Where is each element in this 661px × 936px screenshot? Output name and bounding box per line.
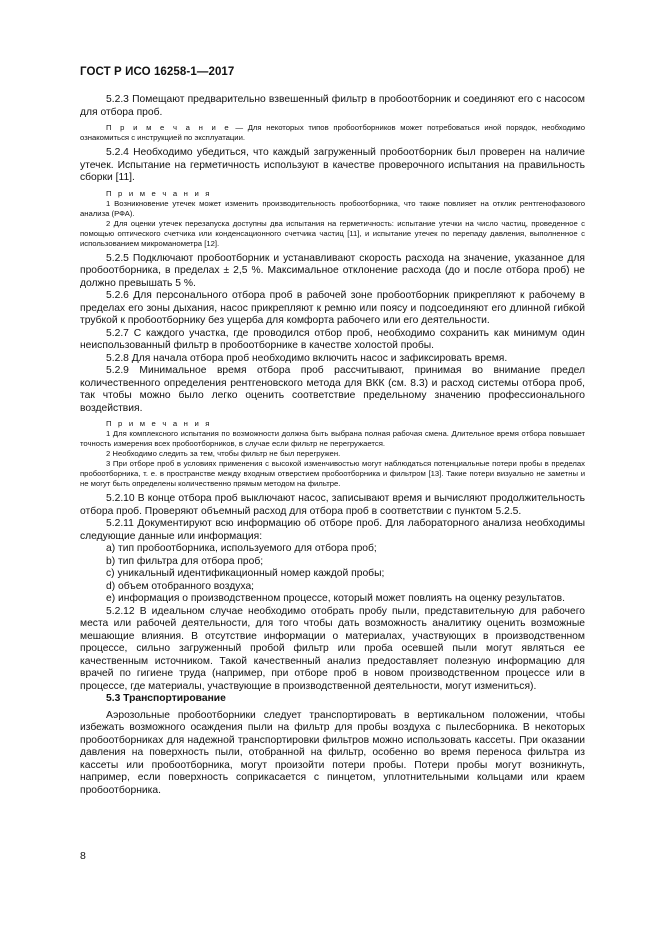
- paragraph-5-2-7: 5.2.7 С каждого участка, где проводился отбор проб, необходимо сохранить как минимум один неиспользованный фильтр в пробоотборнике в качестве холостой пробы.: [80, 327, 585, 351]
- section-heading-5-3: 5.3 Транспортирование: [106, 693, 226, 704]
- note-5-2-3: [80, 123, 585, 143]
- note-text: — Для некоторых типов пробоотборников может потребоваться иной порядок, необходимо ознакомиться с инструкцией по эксплуатации.: [80, 123, 585, 142]
- paragraph-5-2-9: 5.2.9 Минимальное время отбора проб рассчитывают, принимая во внимание предел количественного определения рентгеновского метода для ВКК (см. 8.3) и расход системы отбора проб, так чтобы можно было легко оценить соответствие предельному значению профессионального воздействия.: [80, 365, 585, 414]
- notes-title: П р и м е ч а н и я: [106, 188, 212, 198]
- note-item: 2 Для оценки утечек перезапуска доступны два испытания на герметичность: испытание утечки на число частиц, проведенное с помощью оптического счетчика или конденсационного счетчика частиц [11], и испытание утечек по перепаду давления, выполненное с использованием микроманометра [12].: [80, 218, 585, 248]
- list-item: d) объем отобранного воздуха;: [106, 580, 255, 592]
- paragraph-5-2-4: 5.2.4 Необходимо убедиться, что каждый загруженный пробоотборник был проверен на наличие утечек. Испытание на герметичность используют в качестве проверочного испытания на правильность сборки [11].: [80, 147, 585, 183]
- note-item: 1 Для комплексного испытания по возможности должна быть выбрана полная рабочая смена. Длительное время отбора повышает точность измерения всех пробоотборников, в случае если фильтр не перегружается.: [80, 429, 585, 448]
- page-number: 8: [80, 850, 86, 862]
- note-item: 3 При отборе проб в условиях применения с высокой изменчивостью могут наблюдаться потенциальные потери пробы в пределах пробоотборника, т. е. в пространстве между входным отверстием пробоотборника и фильтром [13]. Такие потери визуально не заметны и не могут быть определены количественно прямым методом на фильтре.: [80, 459, 585, 488]
- paragraph-5-2-3: 5.2.3 Помещают предварительно взвешенный фильтр в пробоотборник и соединяют его с насосом для отбора проб.: [80, 94, 585, 118]
- list-item: a) тип пробоотборника, используемого для отбора проб;: [106, 543, 377, 554]
- page-content: [80, 94, 585, 797]
- paragraph-5-2-12: 5.2.12 В идеальном случае необходимо отобрать пробу пыли, представительную для рабочего места или рабочей деятельности, для того чтобы дать возможность аналитику оценить возможные мешающие влияния. В отсутствие информации о материалах, участвующих в производственном процессе, сильно загруженный пробой фильтр или проба осевшей пыли могут являться ее качественным источником. Такой качественный анализ предоставляет полезную информацию для врачей по гигиене труда (например, при отборе проб в новом производственном процессе или в процессе, где материалы, участвующие в производственной деятельности, могут измениться).: [80, 605, 585, 692]
- paragraph-5-2-11: 5.2.11 Документируют всю информацию об отборе проб. Для лабораторного анализа необходимы следующие данные или информация:: [80, 518, 585, 542]
- paragraph-5-3: Аэрозольные пробоотборники следует транспортировать в вертикальном положении, чтобы избежать возможного осаждения пыли на фильтр для пробы воздуха с пылесборника. В некоторых пробоотборниках для надежной транспортировки фильтров можно использовать кассеты. При оказании давления на поверхность пыли, отобранной на фильтр, особенно во время переноса фильтра из кассеты или пробоотборника, могут произойти потери пробы. Потери пробы могут возникнуть, например, если поверхность соприкасается с пинцетом, уплотнительными кольцами или краем пробоотборника.: [80, 709, 585, 796]
- paragraph-5-2-6: 5.2.6 Для персонального отбора проб в рабочей зоне пробоотборник прикрепляют к рабочему в пределах его зоны дыхания, насос прикрепляют к ремню или поясу и подсоединяют его длинной гибкой трубкой к пробоотборнику без ущерба для комфорта рабочего или его деятельности.: [80, 290, 585, 326]
- list-item: e) информация о производственном процессе, который может повлиять на оценку результатов.: [106, 593, 565, 604]
- list-item: c) уникальный идентификационный номер каждой пробы;: [106, 568, 385, 579]
- note-item: 2 Необходимо следить за тем, чтобы фильтр не был перегружен.: [106, 449, 341, 458]
- document-header: ГОСТ Р ИСО 16258-1—2017: [80, 66, 235, 78]
- note-item: 1 Возникновение утечек может изменить производительность пробоотборника, что также повлияет на отклик рентгенофазового анализа (РФА).: [80, 198, 585, 218]
- paragraph-5-2-8: 5.2.8 Для начала отбора проб необходимо включить насос и зафиксировать время.: [106, 352, 508, 364]
- paragraph-5-2-5: 5.2.5 Подключают пробоотборник и устанавливают скорость расхода на значение, указанное для пробоотборника, в пределах ± 2,5 %. Максимальное отклонение расхода (до и после отбора проб) не должно превышать 5 %.: [80, 252, 585, 289]
- paragraph-5-2-10: 5.2.10 В конце отбора проб выключают насос, записывают время и вычисляют продолжительность отбора проб. Проверяют объемный расход для отбора проб в соответствии с пунктом 5.2.5.: [80, 493, 585, 517]
- list-item: b) тип фильтра для отбора проб;: [106, 555, 264, 567]
- notes-title: П р и м е ч а н и я: [106, 419, 212, 428]
- note-label: П р и м е ч а н и е: [106, 123, 231, 132]
